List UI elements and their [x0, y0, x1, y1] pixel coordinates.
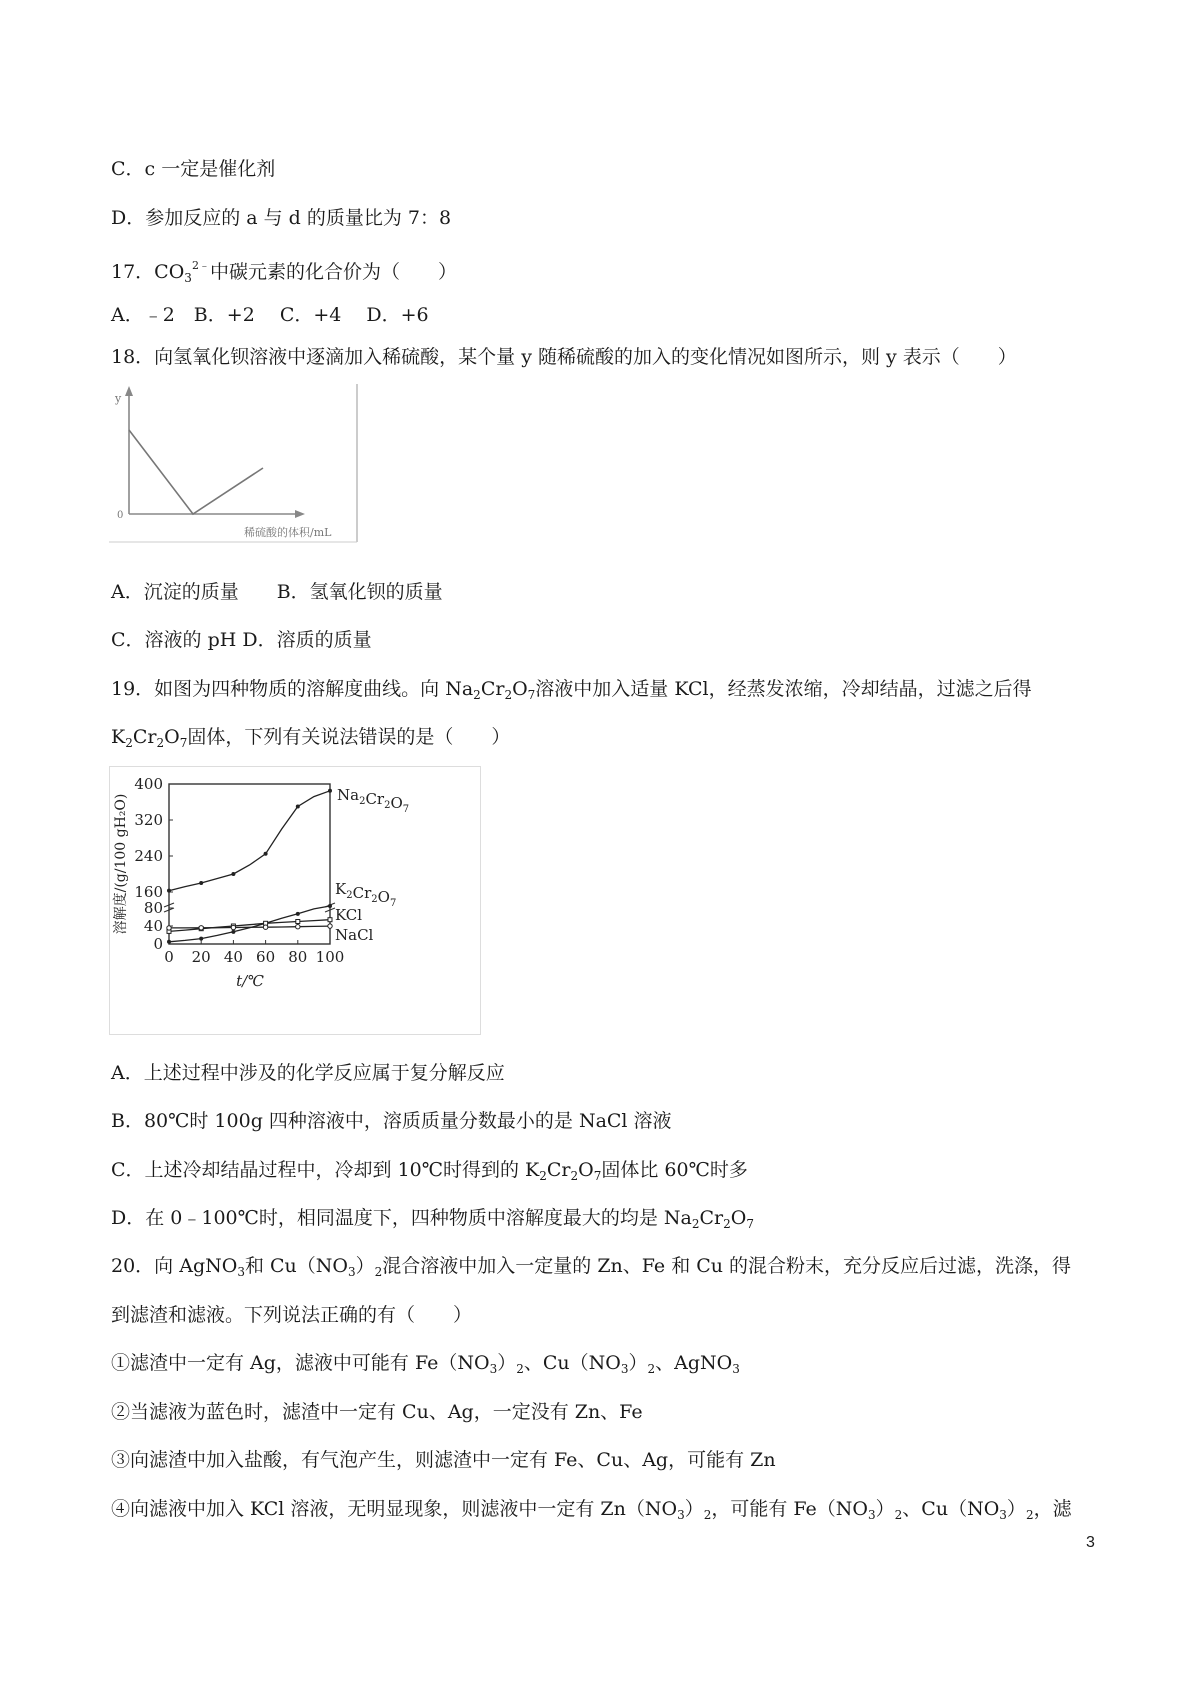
data-point: [231, 930, 235, 934]
y-tick-label: 240: [134, 847, 163, 865]
x-tick-label: 100: [315, 948, 345, 966]
q16-option-d: D．参加反应的 a 与 d 的质量比为 7：8: [111, 207, 452, 229]
series-line-NaCl: [169, 926, 330, 928]
x-tick-label: 0: [164, 948, 174, 966]
data-point: [167, 940, 171, 944]
q18-y-label: y: [115, 392, 122, 405]
q20-statement-1: ①滤渣中一定有 Ag，滤液中可能有 $Fe(NO_3)_2$、$Cu(NO_3)_2$、AgNO$_3$: [111, 1352, 740, 1376]
x-tick-label: 60: [256, 948, 276, 966]
y-tick-label: 320: [134, 811, 163, 829]
data-point: [296, 920, 300, 924]
data-point: [167, 889, 171, 893]
data-point: [328, 918, 332, 922]
data-point: [296, 925, 300, 929]
q16-option-c: C．c 一定是催化剂: [111, 158, 276, 180]
page-number: 3: [1086, 1534, 1095, 1551]
chart-frame: [110, 767, 481, 1035]
data-point: [199, 937, 203, 941]
q18-origin: 0: [117, 510, 124, 521]
q19-stem-line2: $K_2Cr_2O_7$固体，下列有关说法错误的是（ ）: [111, 726, 511, 750]
q20-stem-line2: 到滤渣和滤液。下列说法正确的有（ ）: [111, 1304, 473, 1326]
q20-statement-4: ④向滤液中加入 KCl 溶液，无明显现象，则滤液中一定有 $Zn(NO_3)_2$，可能有 $Fe(NO_3)_2$、$Cu(NO_3)_2$，滤: [111, 1498, 1072, 1522]
legend-label: KCl: [335, 906, 363, 924]
q19-option-a: A．上述过程中涉及的化学反应属于复分解反应: [111, 1062, 505, 1084]
y-tick-label: 40: [143, 917, 163, 935]
data-point: [167, 926, 171, 930]
data-point: [328, 924, 332, 928]
series-line-KCl: [169, 920, 330, 932]
data-point: [199, 926, 203, 930]
y-tick-label: 400: [134, 775, 163, 793]
legend-label: $Na_2Cr_2O_7$: [337, 786, 410, 815]
data-point: [296, 805, 300, 809]
q17-stem: 17．$CO_3^{2﹣}$中碳元素的化合价为（ ）: [111, 259, 457, 285]
data-point: [263, 925, 267, 929]
data-point: [328, 904, 332, 908]
data-point: [296, 912, 300, 916]
q18-options-ab: A．沉淀的质量 B．氢氧化钡的质量: [111, 581, 443, 603]
q20-statement-2: ②当滤液为蓝色时，滤渣中一定有 Cu、Ag，一定没有 Zn、Fe: [111, 1401, 643, 1423]
data-point: [231, 872, 235, 876]
q19-option-b: B．80℃时 100g 四种溶液中，溶质质量分数最小的是 NaCl 溶液: [111, 1110, 672, 1132]
q19-option-d: D．在 0﹣100℃时，相同温度下，四种物质中溶解度最大的均是 $Na_2Cr_2O_7$: [111, 1207, 754, 1231]
legend-label: $K_2Cr_2O_7$: [335, 880, 397, 909]
plot-area: [169, 784, 330, 944]
series-line-Na2Cr2O7: [169, 791, 330, 891]
q19-stem-line1: 19．如图为四种物质的溶解度曲线。向 $Na_2Cr_2O_7$溶液中加入适量 KCl，经蒸发浓缩，冷却结晶，过滤之后得: [111, 678, 1032, 702]
data-point: [264, 852, 268, 856]
x-tick-label: 20: [191, 948, 211, 966]
y-tick-label: 0: [153, 935, 163, 953]
q17-options: A．﹣2 B．+2 C．+4 D．+6: [111, 304, 429, 326]
q20-stem-line1: 20．向 AgNO$_3$和 $Cu(NO_3)_2$混合溶液中加入一定量的 Zn、Fe 和 Cu 的混合粉末，充分反应后过滤，洗涤，得: [111, 1255, 1072, 1279]
y-axis-label: 溶解度/(g/100 gH₂O): [113, 793, 129, 935]
x-axis-label: t/℃: [236, 972, 264, 990]
solubility-chart: [109, 766, 481, 1036]
q18-stem: 18．向氢氧化钡溶液中逐滴加入稀硫酸，某个量 y 随稀硫酸的加入的变化情况如图所示，则 y 表示（ ）: [111, 346, 1017, 368]
data-point: [231, 925, 235, 929]
q18-curve: [129, 430, 263, 514]
data-point: [199, 881, 203, 885]
q19-option-c: C．上述冷却结晶过程中，冷却到 10℃时得到的 $K_2Cr_2O_7$固体比 60℃时多: [111, 1159, 748, 1183]
y-tick-label: 80: [143, 899, 163, 917]
data-point: [328, 789, 332, 793]
x-tick-label: 80: [288, 948, 308, 966]
q20-statement-3: ③向滤渣中加入盐酸，有气泡产生，则滤渣中一定有 Fe、Cu、Ag，可能有 Zn: [111, 1449, 776, 1471]
y-tick-label: 160: [134, 883, 163, 901]
series-line-K2Cr2O7: [169, 906, 330, 942]
q18-x-label: 稀硫酸的体积/mL: [244, 526, 332, 539]
x-tick-label: 40: [223, 948, 243, 966]
legend-label: NaCl: [335, 926, 374, 944]
q18-graph: [109, 384, 371, 547]
q18-options-cd: C．溶液的 pH D．溶质的质量: [111, 629, 372, 651]
